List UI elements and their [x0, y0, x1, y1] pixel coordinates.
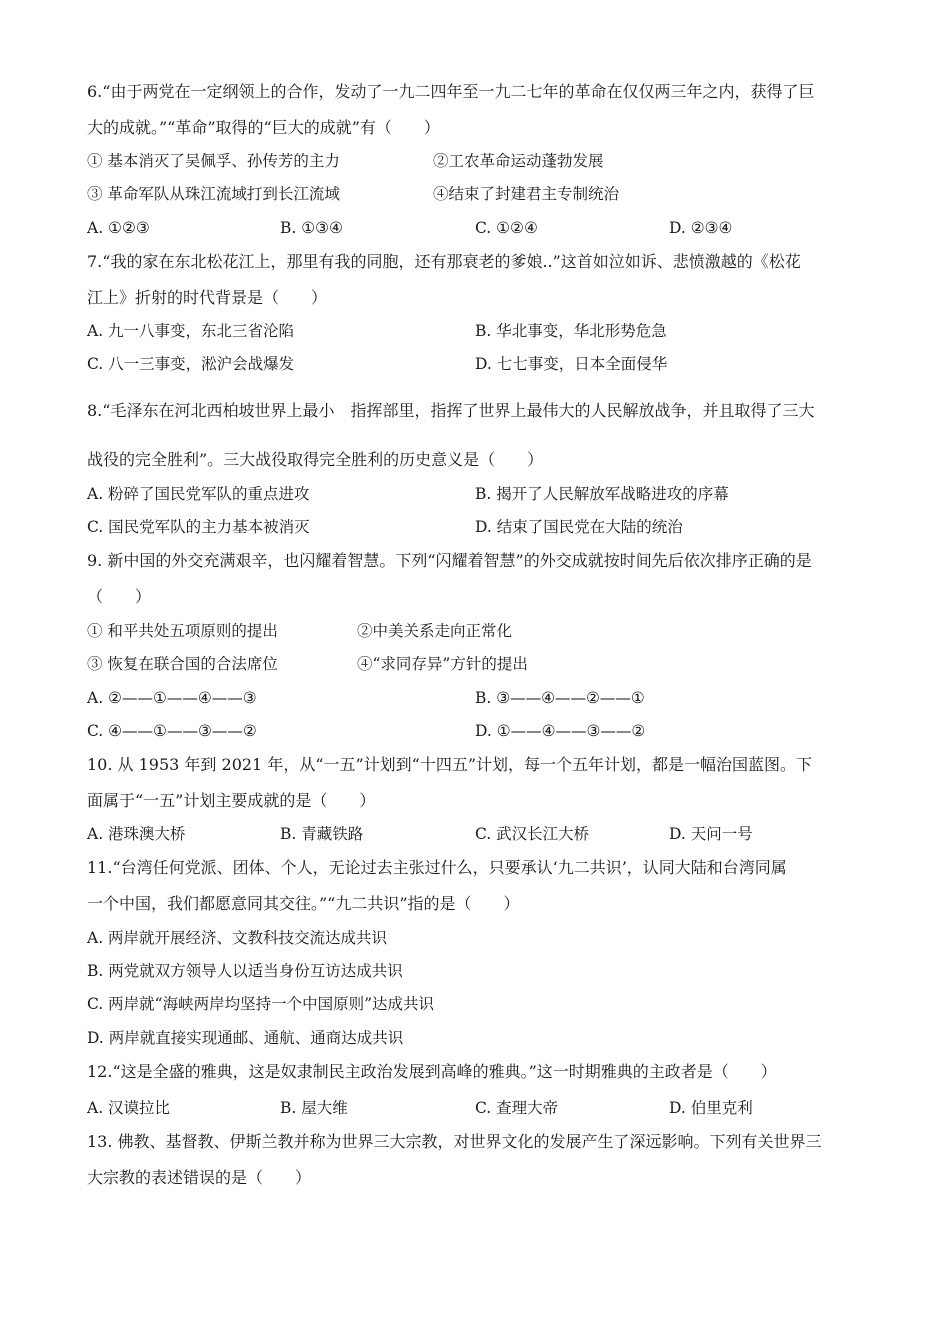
question-9-option-c[interactable]: C. ④——①——③——② — [87, 722, 257, 740]
question-9-option-a[interactable]: A. ②——①——④——③ — [87, 689, 257, 707]
question-7-line-2: 江上》折射的时代背景是（ ） — [87, 288, 328, 307]
question-11-line-2: 一个中国，我们都愿意同其交往。”“九二共识”指的是（ ） — [87, 894, 520, 913]
question-6-item-2: ②工农革命运动蓬勃发展 — [433, 152, 604, 170]
question-11-option-a[interactable]: A. 两岸就开展经济、文教科技交流达成共识 — [87, 929, 388, 947]
question-8-option-d[interactable]: D. 结束了国民党在大陆的统治 — [475, 518, 683, 536]
question-9-item-3: ③ 恢复在联合国的合法席位 — [87, 655, 278, 673]
question-10-line-1: 10. 从 1953 年到 2021 年，从“一五”计划到“十四五”计划，每一个五年计划，都是一幅治国蓝图。下 — [87, 755, 813, 774]
question-9-item-2: ②中美关系走向正常化 — [357, 622, 513, 640]
question-8-option-c[interactable]: C. 国民党军队的主力基本被消灭 — [87, 518, 310, 536]
question-8-line-2: 战役的完全胜利”。三大战役取得完全胜利的历史意义是（ ） — [87, 450, 544, 469]
question-10-option-c[interactable]: C. 武汉长江大桥 — [475, 825, 590, 843]
question-6-item-1: ① 基本消灭了吴佩孚、孙传芳的主力 — [87, 152, 340, 170]
question-10-line-2: 面属于“一五”计划主要成就的是（ ） — [87, 791, 376, 810]
question-11-option-b[interactable]: B. 两党就双方领导人以适当身份互访达成共识 — [87, 962, 403, 980]
question-11-option-d[interactable]: D. 两岸就直接实现通邮、通航、通商达成共识 — [87, 1029, 404, 1047]
question-9-item-1: ① 和平共处五项原则的提出 — [87, 622, 278, 640]
question-10-option-d[interactable]: D. 天问一号 — [669, 825, 753, 843]
question-6-line-1: 6.“由于两党在一定纲领上的合作，发动了一九二四年至一九二七年的革命在仅仅两三年之内，获得了巨 — [87, 82, 815, 101]
question-6-line-2: 大的成就。”“革命”取得的“巨大的成就”有（ ） — [87, 118, 440, 137]
question-6-option-c[interactable]: C. ①②④ — [475, 219, 538, 237]
question-9-option-d[interactable]: D. ①——④——③——② — [475, 722, 646, 740]
question-7-option-b[interactable]: B. 华北事变，华北形势危急 — [475, 322, 667, 340]
question-7-option-a[interactable]: A. 九一八事变，东北三省沦陷 — [87, 322, 295, 340]
question-13-line-2: 大宗教的表述错误的是（ ） — [87, 1168, 312, 1187]
question-6-item-4: ④结束了封建君主专制统治 — [433, 185, 620, 203]
question-9-item-4: ④“求同存异”方针的提出 — [357, 655, 528, 673]
question-9-line-2: （ ） — [87, 587, 152, 606]
question-12-option-c[interactable]: C. 查理大帝 — [475, 1099, 559, 1117]
question-7-option-c[interactable]: C. 八一三事变，淞沪会战爆发 — [87, 355, 295, 373]
question-9-line-1: 9. 新中国的外交充满艰辛，也闪耀着智慧。下列“闪耀着智慧”的外交成就按时间先后依次排序正确的是 — [87, 551, 812, 570]
question-13-line-1: 13. 佛教、基督教、伊斯兰教并称为世界三大宗教，对世界文化的发展产生了深远影响。下列有关世界三 — [87, 1132, 822, 1151]
question-10-option-a[interactable]: A. 港珠澳大桥 — [87, 825, 186, 843]
question-6-option-a[interactable]: A. ①②③ — [87, 219, 150, 237]
question-6-option-b[interactable]: B. ①③④ — [280, 219, 343, 237]
question-7-option-d[interactable]: D. 七七事变，日本全面侵华 — [475, 355, 668, 373]
question-12-line-1: 12.“这是全盛的雅典，这是奴隶制民主政治发展到高峰的雅典。”这一时期雅典的主政者是（ ） — [87, 1062, 777, 1081]
question-12-option-d[interactable]: D. 伯里克利 — [669, 1099, 753, 1117]
question-7-line-1: 7.“我的家在东北松花江上，那里有我的同胞，还有那衰老的爹娘..”这首如泣如诉、悲愤激越的《松花 — [87, 252, 801, 271]
question-8-option-a[interactable]: A. 粉碎了国民党军队的重点进攻 — [87, 485, 310, 503]
question-10-option-b[interactable]: B. 青藏铁路 — [280, 825, 364, 843]
question-9-option-b[interactable]: B. ③——④——②——① — [475, 689, 645, 707]
question-12-option-b[interactable]: B. 屋大维 — [280, 1099, 348, 1117]
question-11-line-1: 11.“台湾任何党派、团体、个人，无论过去主张过什么，只要承认‘九二共识’，认同大陆和台湾同属 — [87, 858, 787, 877]
question-8-line-1: 8.“毛泽东在河北西柏坡世界上最小 指挥部里，指挥了世界上最伟大的人民解放战争，并且取得了三大 — [87, 401, 815, 420]
question-6-item-3: ③ 革命军队从珠江流域打到长江流域 — [87, 185, 340, 203]
question-11-option-c[interactable]: C. 两岸就“海峡两岸均坚持一个中国原则”达成共识 — [87, 995, 435, 1013]
question-6-option-d[interactable]: D. ②③④ — [669, 219, 733, 237]
question-8-option-b[interactable]: B. 揭开了人民解放军战略进攻的序幕 — [475, 485, 729, 503]
question-12-option-a[interactable]: A. 汉谟拉比 — [87, 1099, 171, 1117]
